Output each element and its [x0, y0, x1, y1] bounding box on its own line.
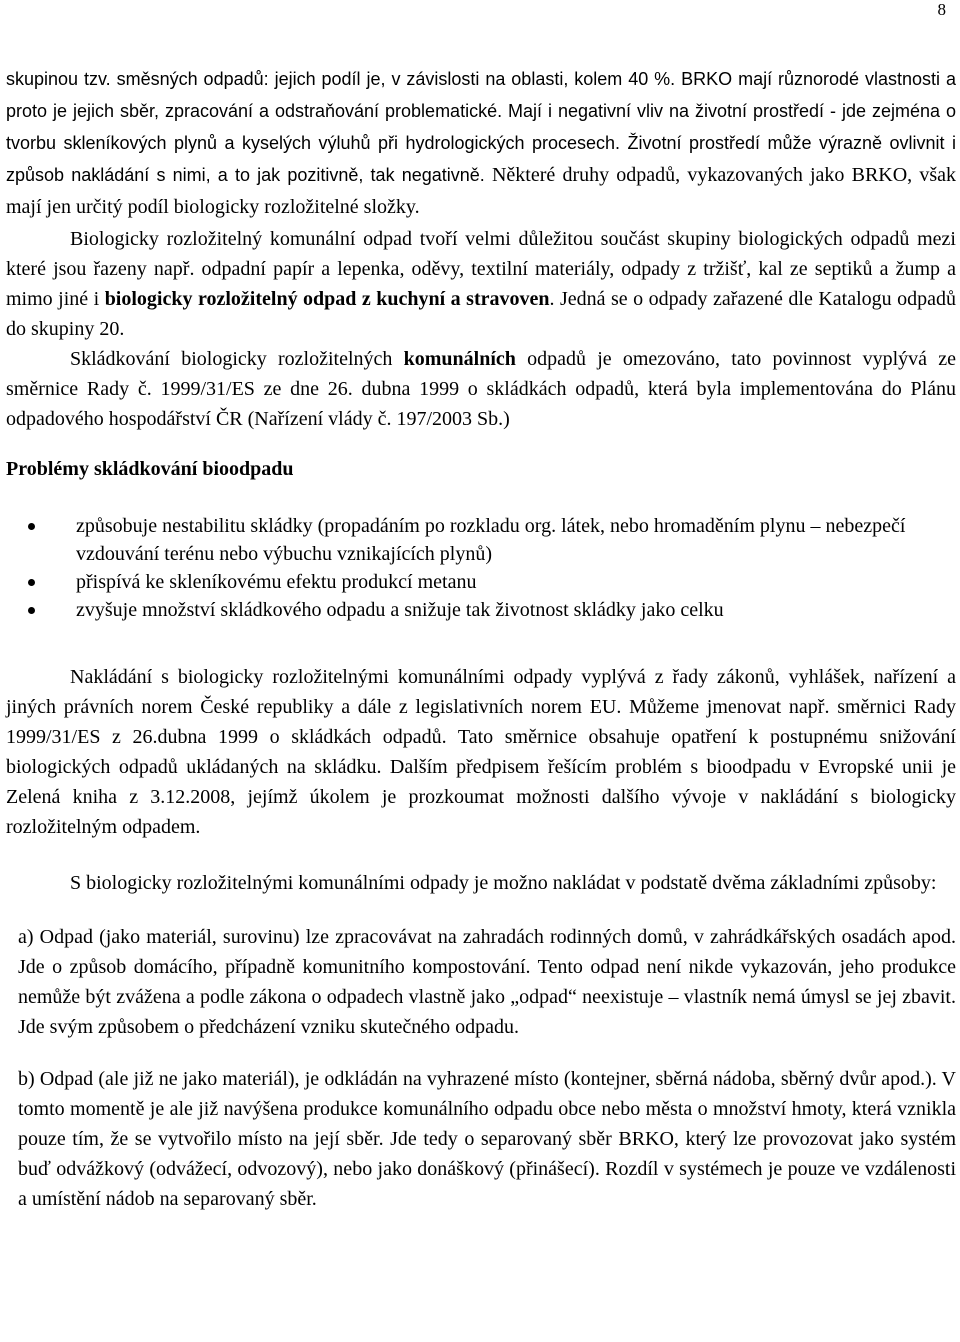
brko-definition-bold: biologicky rozložitelný odpad z kuchyní a stravoven: [104, 288, 550, 310]
intro-text: skupinou tzv. směsných odpadů: jejich podíl je, v závislosti na oblasti, kolem 40 %. BRKO mají různorodé vlastnosti a proto je jejich sběr, zpracování a odstraňování problematické. Mají i negativní vliv na životní prostředí - jde zejména o tvorbu skleníkových plynů a kyselých výluhů při hydrologických procesech. Životní prostředí může výrazně ovlivnit i způsob nakládání s nimi, a to jak pozitivně, tak negativně.: [6, 69, 956, 185]
intro-paragraph: [6, 64, 956, 224]
problems-heading: Problémy skládkování bioodpadu: [6, 458, 294, 480]
brko-definition-text: Biologicky rozložitelný komunální odpad tvoří velmi důležitou součást skupiny biologických odpadů mezi které jsou řazeny např. odpadní papír a lepenka, oděvy, textilní materiály, odpady z tržišť, kal ze septiků a žump a mimo jiné i: [6, 228, 956, 310]
landfill-text: Skládkování biologicky rozložitelných: [70, 348, 404, 370]
landfill-paragraph: [6, 344, 956, 434]
landfill-tail: odpadů je omezováno, tato povinnost vyplývá ze směrnice Rady č. 1999/31/ES ze dne 26. dubna 1999 o skládkách odpadů, která byla implementována do Plánu odpadového hospodářství ČR (Nařízení vlády č. 197/2003 Sb.): [6, 348, 957, 430]
list-item: přispívá ke skleníkovému efektu produkcí metanu: [6, 568, 956, 596]
bullet-icon: [28, 523, 35, 530]
legal-paragraph: Nakládání s biologicky rozložitelnými komunálními odpady vyplývá z řady zákonů, vyhlášek, nařízení a jiných právních norem České republiky a dále z legislativních norem EU. Můžeme jmenovat např. směrnici Rady 1999/31/ES z 26.dubna 1999 o skládkách odpadů. Tato směrnice obsahuje opatření k postupnému snižování biologických odpadů ukládaných na skládku. Dalším předpisem řešícím problém s bioodpadu v Evropské unii je Zelená kniha z 3.12.2008, jejímž úkolem je prozkoumat možnosti dalšího vývoje v nakládání s biologicky rozložitelným odpadem.: [6, 666, 956, 838]
way-b-paragraph: b) Odpad (ale již ne jako materiál), je odkládán na vyhrazené místo (kontejner, sběrná nádoba, sběrný dvůr apod.). V tomto momentě je ale již navýšena produkce komunálního odpadu obce nebo města o množství hmoty, která vznikla pouze tím, že se vytvořilo místo na její sběr. Jde tedy o separovaný sběr BRKO, který lze provozovat jako systém buď odvážkový (odvážecí, odvozový), nebo jako donáškový (přinášecí). Rozdíl v systémech je pouze ve vzdálenosti a umístění nádob na separovaný sběr.: [18, 1068, 956, 1210]
list-item: zvyšuje množství skládkového odpadu a snižuje tak životnost skládky jako celku: [6, 596, 956, 624]
bullet-icon: [28, 607, 35, 614]
ways-intro-paragraph: S biologicky rozložitelnými komunálními odpady je možno nakládat v podstatě dvěma základními způsoby:: [70, 872, 937, 894]
document-page: [6, 0, 956, 1214]
landfill-bold: komunálních: [403, 348, 516, 370]
brko-definition-paragraph: [6, 224, 956, 344]
list-item: způsobuje nestabilitu skládky (propadáním po rozkladu org. látek, nebo hromaděním plynu – nebezpečí vzdouvání terénu nebo výbuchu vznikajících plynů): [6, 512, 956, 568]
problems-list: [6, 512, 956, 624]
way-a-paragraph: a) Odpad (jako materiál, surovinu) lze zpracovávat na zahradách rodinných domů, v zahrádkářských osadách apod. Jde o způsob domácího, případně komunitního kompostování. Tento odpad není nikde vykazován, jeho produkce nemůže být zvážena a podle zákona o odpadech vlastně jako „odpad“ neexistuje – vlastník nemá úmysl se jej zbavit. Jde svým způsobem o předcházení vzniku skutečného odpadu.: [18, 926, 956, 1038]
intro-text-tail: Některé druhy odpadů, vykazovaných jako BRKO, však mají jen určitý podíl biologicky rozložitelné složky.: [6, 164, 956, 218]
page-number: 8: [937, 0, 946, 19]
bullet-icon: [28, 579, 35, 586]
brko-definition-tail: . Jedná se o odpady zařazené dle Katalogu odpadů do skupiny 20.: [6, 288, 957, 340]
